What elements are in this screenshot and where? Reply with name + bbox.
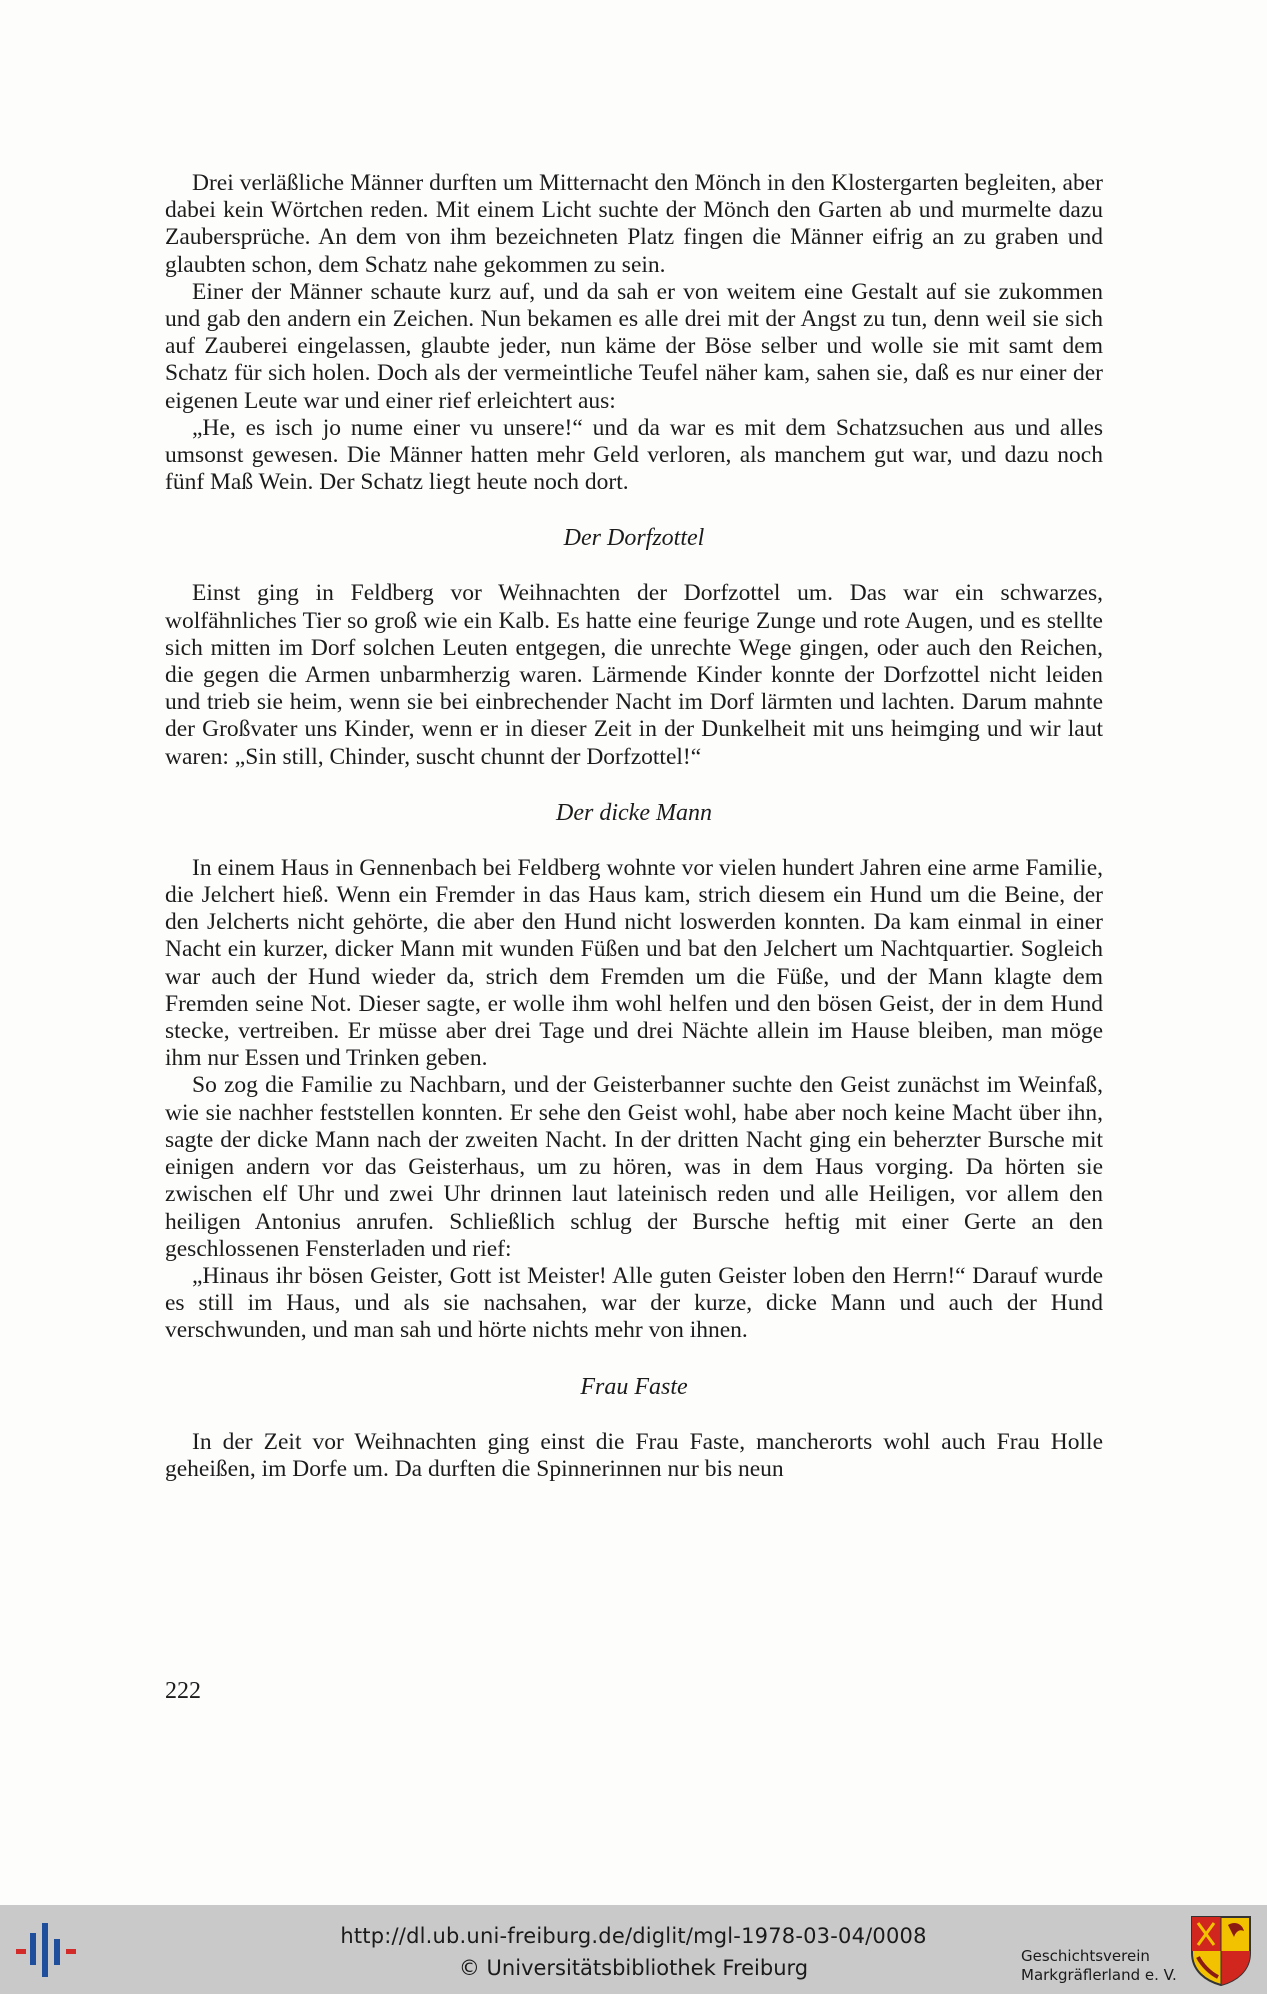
paragraph: Einer der Männer schaute kurz auf, und da sah er von weitem eine Gestalt auf sie zukommen und gab den andern ein Zeichen. Nun bekamen es alle drei mit der Angst zu tun, denn weil sie sich auf Zauberei eingelassen, glaubte jeder, nun käme der Böse selber und wolle sie mit samt dem Schatz für sich holen. Doch als der vermeintliche Teufel näher kam, sahen sie, daß es nur einer der eigenen Leute war und einer rief erleichtert aus:	[165, 278, 1103, 414]
paragraph: „He, es isch jo nume einer vu unsere!“ und da war es mit dem Schatzsuchen aus und alles umsonst gewesen. Die Männer hatten mehr Geld verloren, als manchem gut war, und dazu noch fünf Maß Wein. Der Schatz liegt heute noch dort.	[165, 414, 1103, 496]
text-column	[165, 170, 1103, 1483]
document-url[interactable]: http://dl.ub.uni-freiburg.de/diglit/mgl-1978-03-04/0008	[340, 1924, 927, 1948]
society-name	[1021, 1947, 1177, 1985]
section-heading: Der dicke Mann	[556, 799, 712, 826]
society-line-2: Markgräflerland e. V.	[1021, 1966, 1177, 1984]
coat-of-arms-icon[interactable]	[1188, 1913, 1254, 1987]
section-heading: Der Dorfzottel	[563, 525, 705, 552]
page-number: 222	[165, 1678, 201, 1704]
footer-bar	[0, 1905, 1267, 1994]
paragraph: Einst ging in Feldberg vor Weihnachten der Dorfzottel um. Das war ein schwarzes, wolfähnliches Tier so groß wie ein Kalb. Es hatte eine feurige Zunge und rote Augen, und es stellte sich mitten im Dorf solchen Leuten entgegen, die unrechte Wege gingen, oder auch den Reichen, die gegen die Armen unbarmherzig waren. Lärmende Kinder konnte der Dorfzottel nicht leiden und trieb sie heim, wenn sie bei einbrechender Nacht im Dorf lärmten und lachten. Darum mahnte der Großvater uns Kinder, wenn er in dieser Zeit in der Dunkelheit mit uns heimging und wir laut waren: „Sin still, Chinder, suscht chunnt der Dorfzottel!“	[165, 580, 1103, 770]
section-heading: Frau Faste	[580, 1373, 688, 1400]
paragraph: In der Zeit vor Weihnachten ging einst die Frau Faste, mancherorts wohl auch Frau Holle geheißen, im Dorfe um. Da durften die Spinnerinnen nur bis neun	[165, 1428, 1103, 1482]
paragraph: Drei verläßliche Männer durften um Mitternacht den Mönch in den Klostergarten begleiten, aber dabei kein Wörtchen reden. Mit einem Licht suchte der Mönch den Garten ab und murmelte dazu Zaubersprüche. An dem von ihm bezeichneten Platz fingen die Männer eifrig an zu graben und glaubten schon, dem Schatz nahe gekommen zu sein.	[165, 170, 1103, 278]
society-line-1: Geschichtsverein	[1021, 1947, 1150, 1965]
copyright-text: © Universitätsbibliothek Freiburg	[458, 1956, 809, 1980]
paragraph: In einem Haus in Gennenbach bei Feldberg wohnte vor vielen hundert Jahren eine arme Familie, die Jelchert hieß. Wenn ein Fremder in das Haus kam, strich diesem ein Hund um die Beine, der den Jelcherts nicht gehörte, die aber den Hund nicht loswerden konnten. Da kam einmal in einer Nacht ein kurzer, dicker Mann mit wunden Füßen und bat den Jelchert um Nachtquartier. Sogleich war auch der Hund wieder da, strich dem Fremden um die Füße, und der Mann klagte dem Fremden seine Not. Dieser sagte, er wolle ihm wohl helfen und den bösen Geist, der in dem Hund stecke, vertreiben. Er müsse aber drei Tage und drei Nächte allein im Hause bleiben, man möge ihm nur Essen und Trinken geben.	[165, 854, 1103, 1072]
paragraph: „Hinaus ihr bösen Geister, Gott ist Meister! Alle guten Geister loben den Herrn!“ Darauf wurde es still im Haus, und als sie nachsahen, war der kurze, dicke Mann und auch der Hund verschwunden, und man sah und hörte nichts mehr von ihnen.	[165, 1262, 1103, 1344]
paragraph: So zog die Familie zu Nachbarn, und der Geisterbanner suchte den Geist zunächst im Weinfaß, wie sie nachher feststellen konnten. Er sehe den Geist wohl, habe aber noch keine Macht über ihn, sagte der dicke Mann nach der zweiten Nacht. In der dritten Nacht ging ein beherzter Bursche mit einigen andern vor das Geisterhaus, um zu hören, was in dem Haus vorging. Da hörten sie zwischen elf Uhr und zwei Uhr drinnen laut lateinisch reden und alle Heiligen, vor allem den heiligen Antonius anrufen. Schließlich schlug der Bursche heftig mit einer Gerte an den geschlossenen Fensterladen und rief:	[165, 1072, 1103, 1262]
